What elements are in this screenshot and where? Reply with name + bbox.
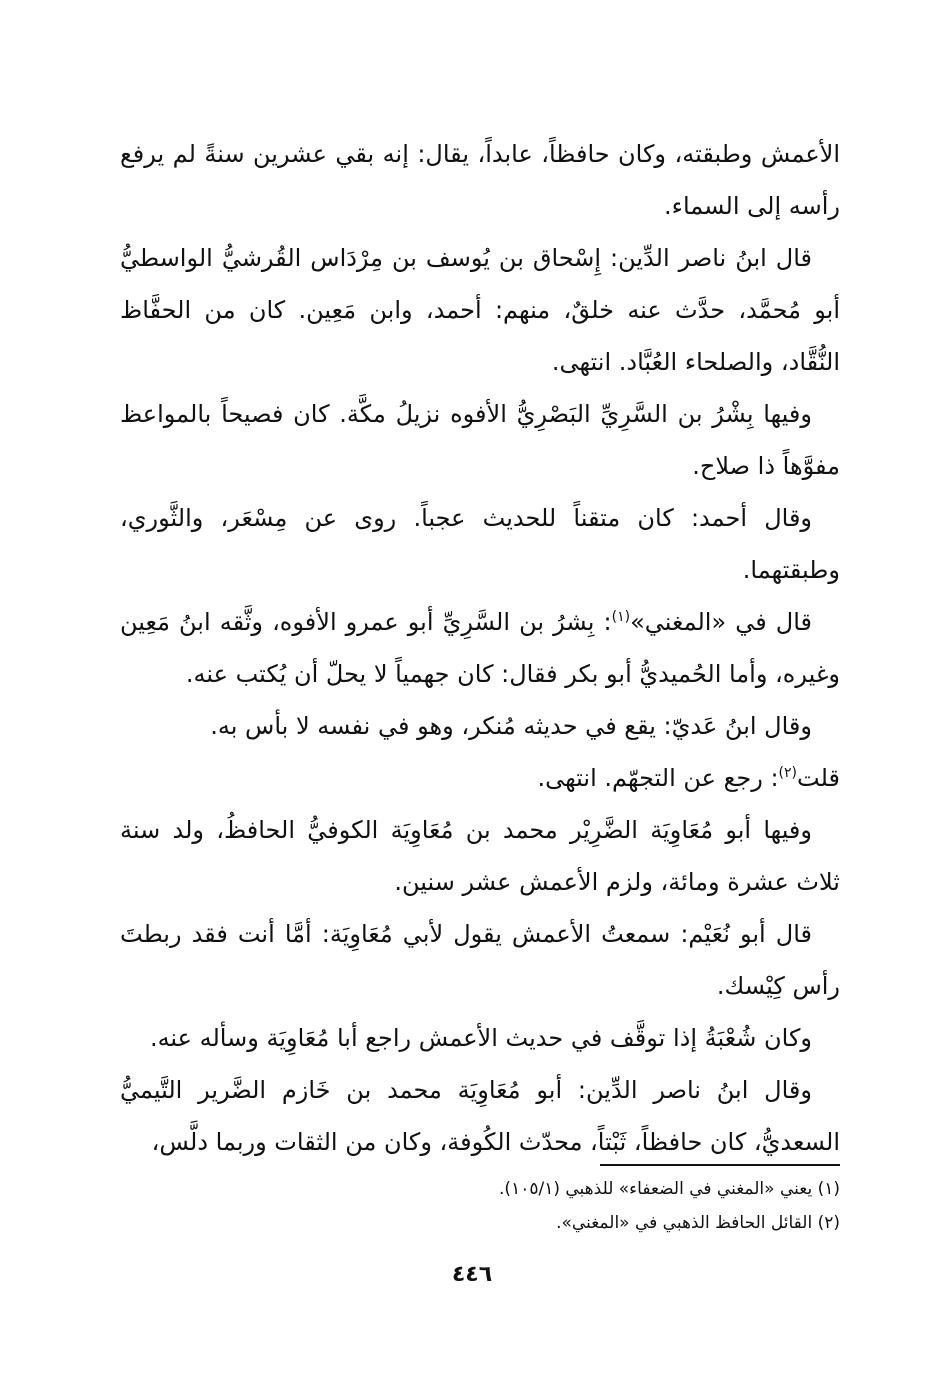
footnote-ref-1[interactable]: (١) [611, 609, 631, 625]
footnote-ref-2[interactable]: (٢) [778, 765, 798, 781]
paragraph-10: وكان شُعْبَةُ إذا توقَّف في حديث الأعمش راجع أبا مُعَاوِيَة وسأله عنه. [149, 1024, 812, 1052]
paragraph-5 [120, 596, 840, 700]
paragraph-7 [120, 752, 840, 804]
paragraph-5-part-b: : بِشرُ بن السَّرِيِّ أبو عمرو الأفوه، وثَّقه ابنُ مَعِين وغيره، وأما الحُميديُّ أبو بكر فقال: كان جهمياً لا يحلّ أن يُكتب عنه. [120, 608, 840, 688]
paragraph-3: وفيها بِشْرُ بن السَّرِيِّ البَصْرِيُّ الأفوه نزيلُ مكَّة. كان فصيحاً بالمواعظ مفوَّهاً ذا صلاح. [120, 400, 840, 480]
paragraph-1: الأعمش وطبقته، وكان حافظاً، عابداً، يقال: إنه بقي عشرين سنةً لم يرفع رأسه إلى السماء. [120, 140, 840, 220]
paragraph-8: وفيها أبو مُعَاوِيَة الضَّرِيْر محمد بن مُعَاوِيَة الكوفيُّ الحافظُ، ولد سنة ثلاث عشرة ومائة، ولزم الأعمش عشر سنين. [120, 816, 840, 896]
paragraph-7-part-a: قلت [797, 764, 840, 792]
paragraph-6: وقال ابنُ عَديّ: يقع في حديثه مُنكر، وهو في نفسه لا بأس به. [210, 712, 812, 740]
footnote-divider [600, 1164, 840, 1166]
page-number: ٤٤٦ [451, 1262, 493, 1287]
footnote-2: (٢) القائل الحافظ الذهبي في «المغني». [556, 1213, 840, 1233]
paragraph-4: وقال أحمد: كان متقناً للحديث عجباً. روى عن مِسْعَر، والثَّوري، وطبقتهما. [120, 504, 840, 584]
paragraph-5-part-a: قال في «المغني» [630, 608, 812, 636]
footnotes [120, 1172, 840, 1240]
paragraph-11: وقال ابنُ ناصر الدِّين: أبو مُعَاوِيَة محمد بن خَازم الضَّرير التَّيميُّ السعديُّ، كان حافظاً، ثَبْتاً، محدّث الكُوفة، وكان من الثقات وربما دلَّس، [120, 1076, 840, 1156]
paragraph-7-part-b: : رجع عن التجهّم. انتهى. [537, 764, 779, 792]
footnote-1: (١) يعني «المغني في الضعفاء» للذهبي (١٠٥/١). [499, 1179, 840, 1199]
paragraph-9: قال أبو نُعَيْم: سمعتُ الأعمش يقول لأبي مُعَاوِيَة: أمَّا أنت فقد ربطتَ رأس كِيْسك. [120, 920, 840, 1000]
paragraph-2: قال ابنُ ناصر الدِّين: إِسْحاق بن يُوسف بن مِرْدَاس القُرشيُّ الواسطيُّ أبو مُحمَّد، حدَّث عنه خلقٌ، منهم: أحمد، وابن مَعِين. كان من الحفَّاظ النُّقَّاد، والصلحاء العُبَّاد. انتهى. [120, 244, 840, 376]
main-text [120, 128, 840, 1168]
